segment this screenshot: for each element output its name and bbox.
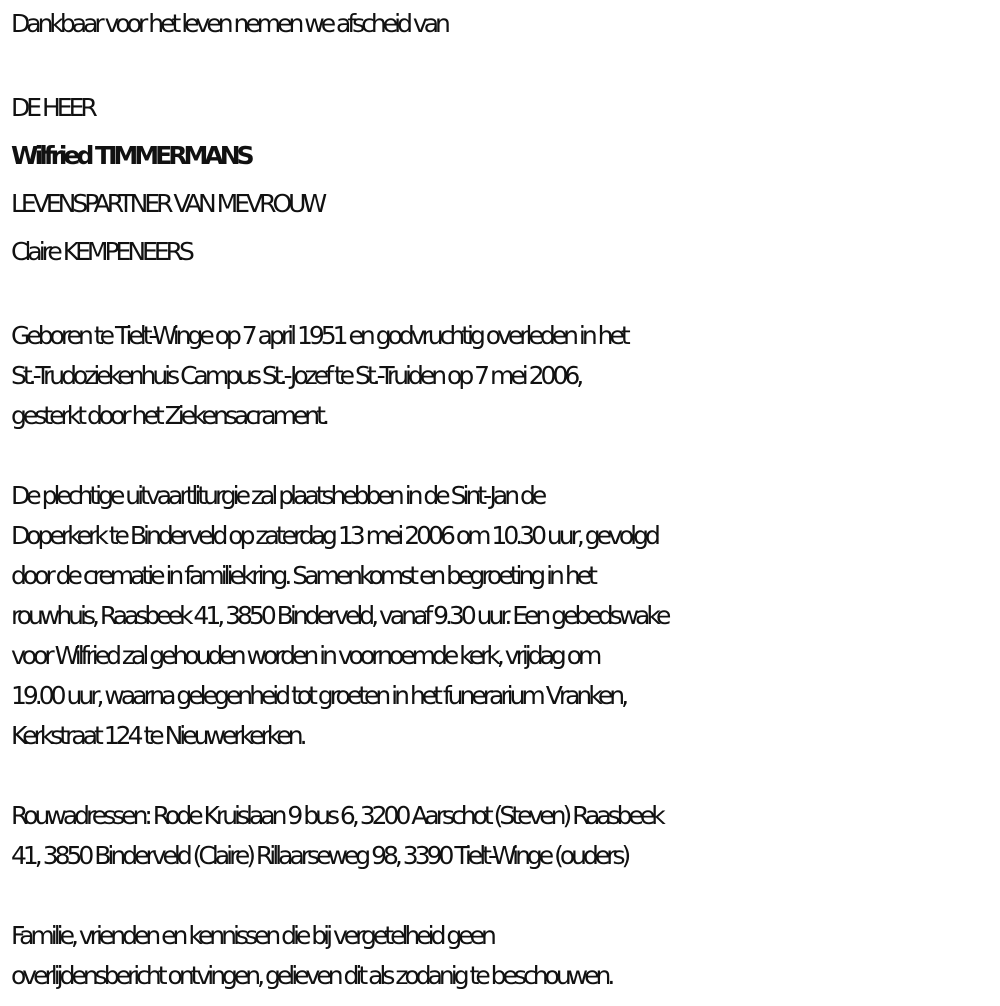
paragraph-line: St.-Trudoziekenhuis Campus St.-Jozef te St.-Truiden op 7 mei 2006,: [11, 361, 581, 390]
address-paragraph: [11, 796, 991, 876]
spacer: [11, 436, 991, 476]
deceased-name: Wilfried TIMMERMANS: [11, 141, 251, 170]
paragraph-line: overlijdensbericht ontvingen, gelieven dit als zodanig te beschouwen.: [11, 961, 612, 990]
paragraph-line: Familie, vrienden en kennissen die bij vergetelheid geen: [11, 921, 493, 950]
service-paragraph: [11, 476, 991, 756]
paragraph-line: rouwhuis, Raasbeek 41, 3850 Binderveld, vanaf 9.30 uur. Een gebedswake: [11, 601, 668, 630]
paragraph-line: gesterkt door het Ziekensacrament.: [11, 401, 326, 430]
paragraph-line: door de crematie in familiekring. Samenkomst en begroeting in het: [11, 561, 594, 590]
spacer: [11, 876, 991, 916]
spacer: [11, 44, 991, 84]
name-block: [11, 84, 991, 276]
paragraph-line: Kerkstraat 124 te Nieuwerkerken.: [11, 721, 304, 750]
paragraph-line: 41, 3850 Binderveld (Claire) Rillaarseweg 98, 3390 Tielt-Winge (ouders): [11, 841, 628, 870]
paragraph-line: Doperkerk te Binderveld op zaterdag 13 mei 2006 om 10.30 uur, gevolgd: [11, 521, 657, 550]
intro-line: Dankbaar voor het leven nemen we afscheid van: [11, 9, 447, 38]
paragraph-line: Rouwadressen: Rode Kruislaan 9 bus 6, 3200 Aarschot (Steven) Raasbeek: [11, 801, 662, 830]
paragraph-line: De plechtige uitvaartliturgie zal plaatshebben in de Sint-Jan de: [11, 481, 544, 510]
paragraph-line: Geboren te Tielt-Winge op 7 april 1951 en godvruchtig overleden in het: [11, 321, 627, 350]
title-line: DE HEER: [11, 93, 94, 122]
paragraph-line: 19.00 uur, waarna gelegenheid tot groeten in het funerarium Vranken,: [11, 681, 626, 710]
spacer: [11, 276, 991, 316]
closing-paragraph: [11, 916, 991, 996]
spacer: [11, 756, 991, 796]
birth-paragraph: [11, 316, 991, 436]
obituary-document: [11, 4, 991, 996]
partner-label: LEVENSPARTNER VAN MEVROUW: [11, 189, 324, 218]
paragraph-line: voor Wilfried zal gehouden worden in voornoemde kerk, vrijdag om: [11, 641, 599, 670]
partner-name: Claire KEMPENEERS: [11, 237, 191, 266]
